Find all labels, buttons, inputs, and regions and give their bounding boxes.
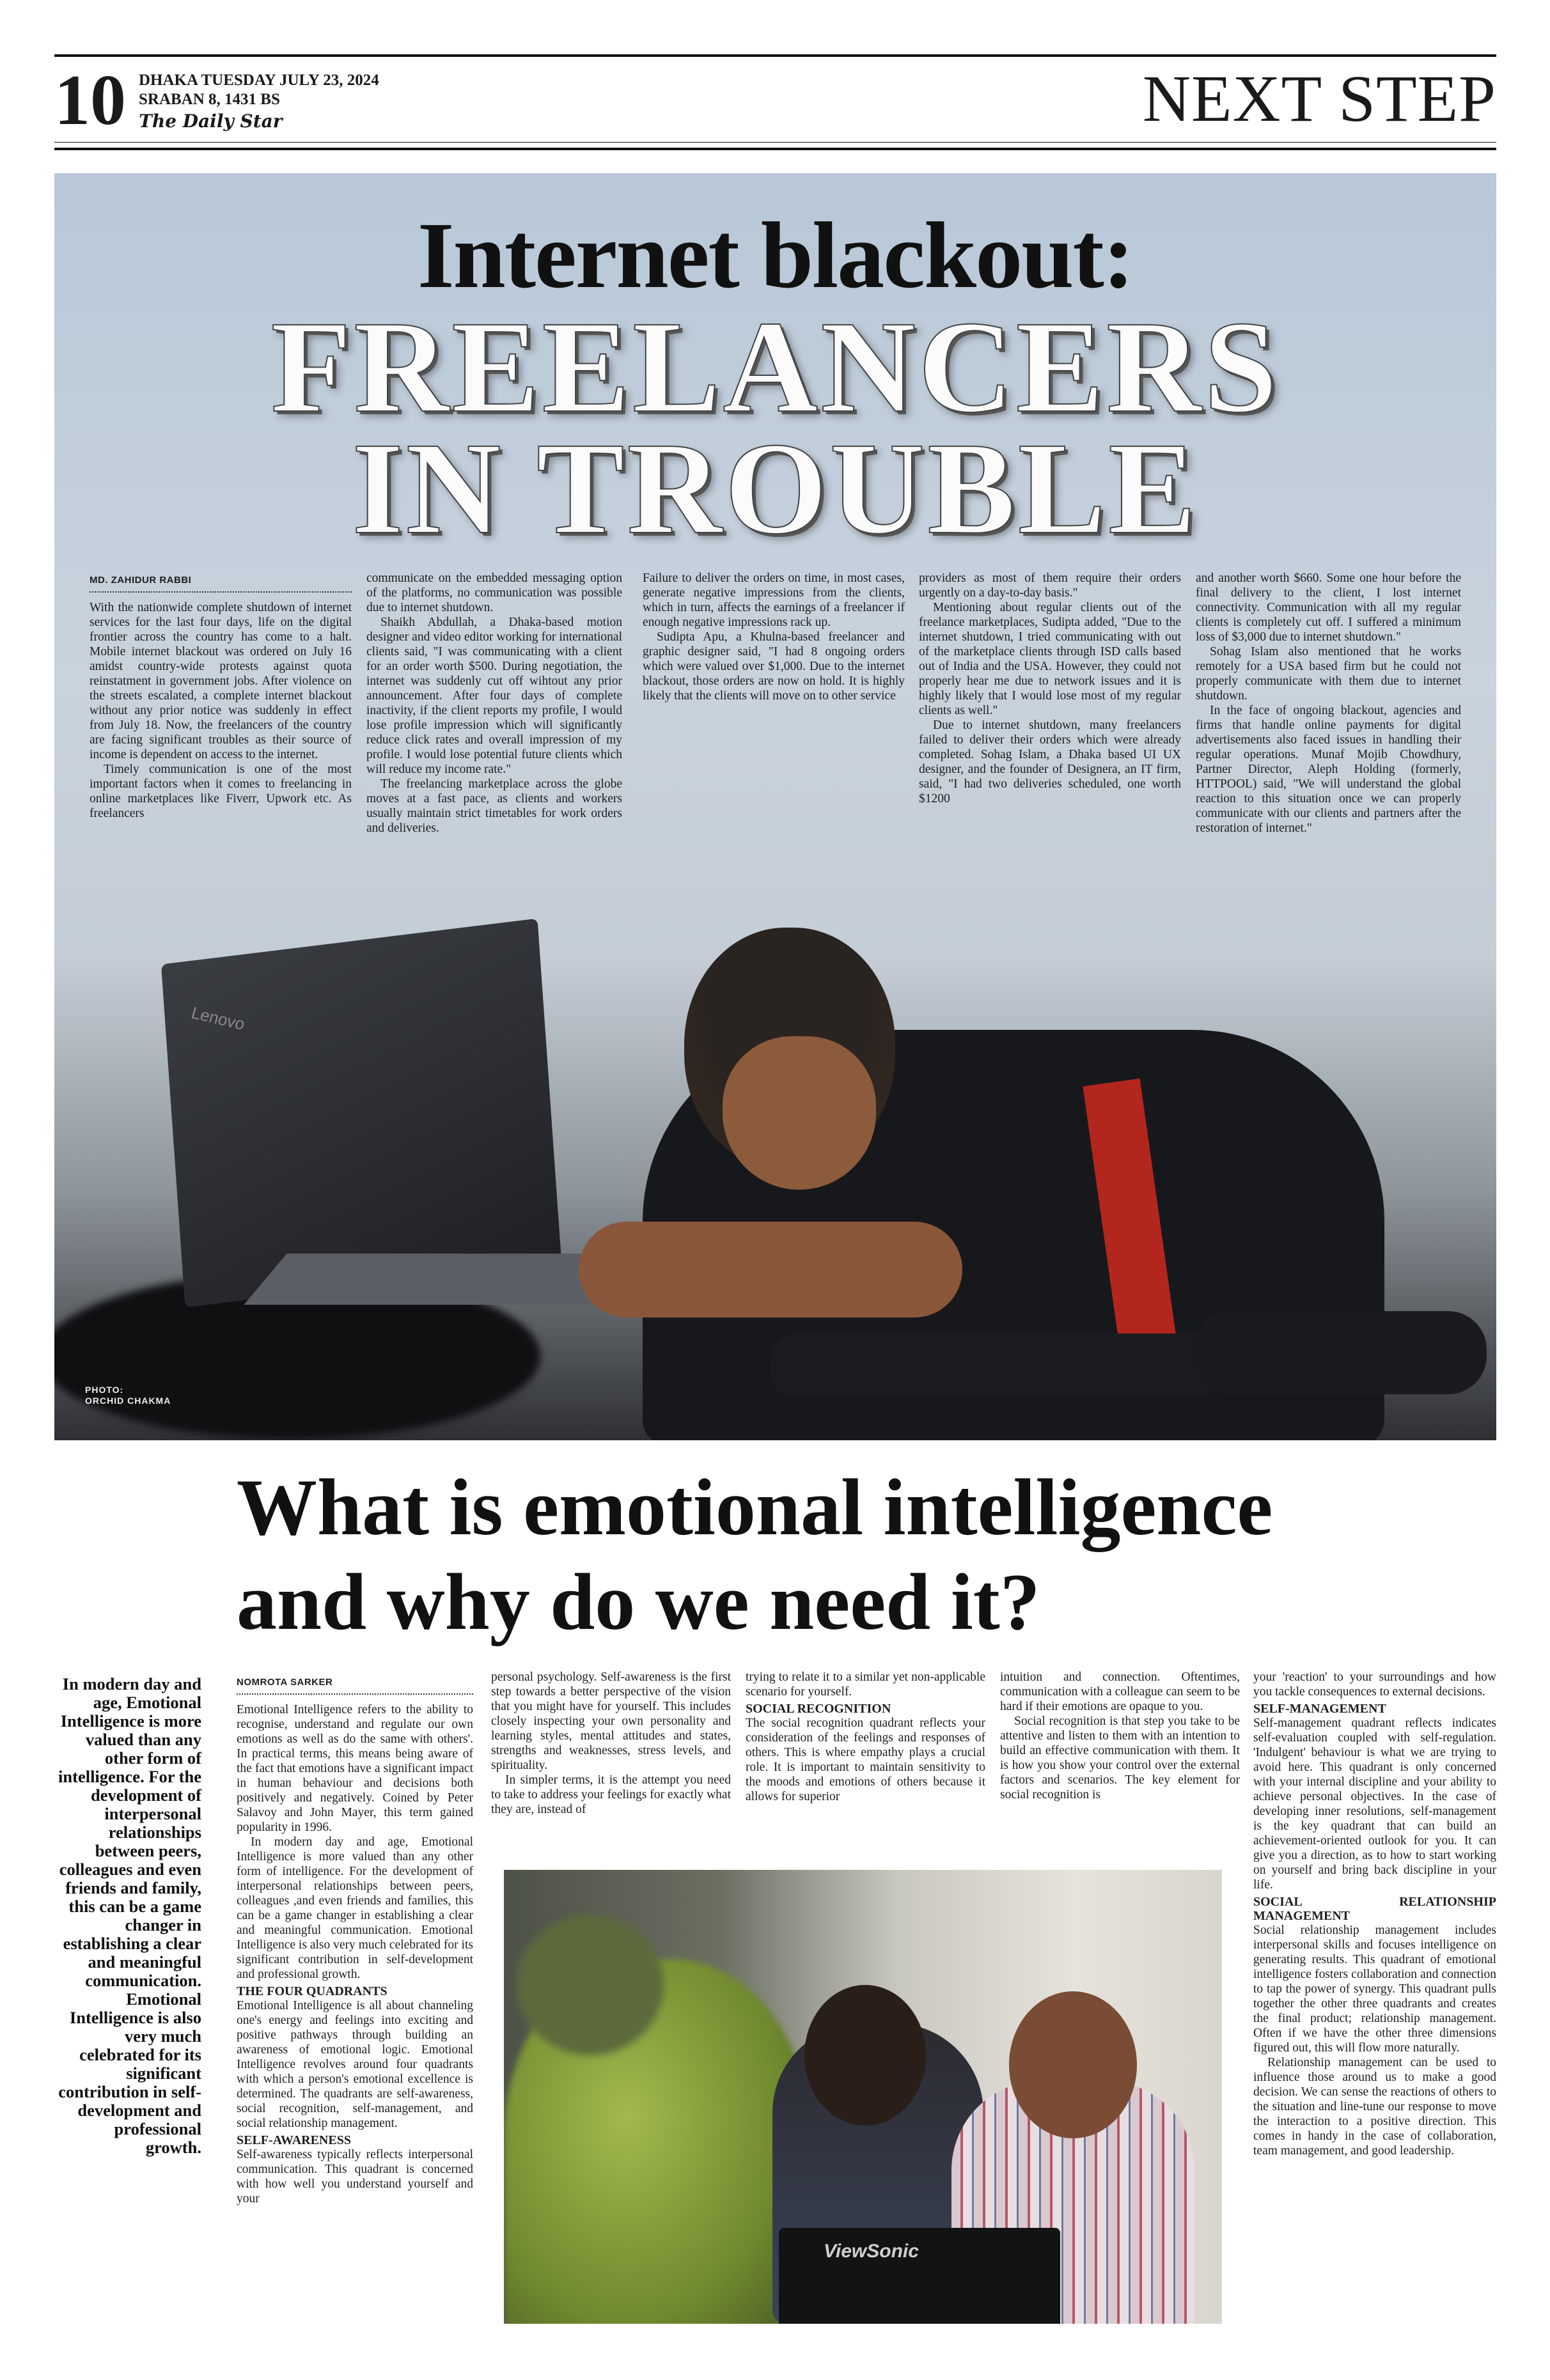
paragraph: Relationship management can be used to influence those around us to make a good decision. We can sense the reactions of others to the situation and line-tune our response to move the interaction to a positive direction. This comes in handy in the case of collaboration, team management, and good leadership.: [1253, 2056, 1496, 2158]
paragraph: Sohag Islam also mentioned that he works remotely for a USA based firm but he could not properly communicate with them due to internet shutdown.: [1196, 645, 1461, 703]
feature-column-5: [1196, 571, 1461, 836]
paragraph: communicate on the embedded messaging option of the platforms, no communication was possible due to internet shutdown.: [366, 572, 622, 614]
paper-logo: The Daily Star: [139, 111, 283, 132]
paragraph: personal psychology. Self-awareness is the first step towards a better perspective of the vision that you might have for yourself. This includes closely inspecting your own personality and learning styles, mental attitudes and states, strengths and weaknesses, stress levels, and spirituality.: [491, 1670, 731, 1772]
paragraph: In the face of ongoing blackout, agencies and firms that handle online payments for digital advertisements also faced issues in handling their regular operations. Munaf Mojib Chowdhury, Partner Director, Aleph Holding (formerly, HTTPOOL) said, "We will understand the global reaction to this situation once we can properly communicate with our clients and partners after the restoration of internet.": [1196, 704, 1461, 835]
paragraph: Shaikh Abdullah, a Dhaka-based motion designer and video editor working for international clients said, "I was communicating with a client for an order worth $500. During negotiation, the internet was suddenly cut off wihtout any prior announcement. After four days of complete inactivity, if the client reports my profile, I would lose profile impression which will significantly reduce click rates and overall impression of my profile. I would lose potential future clients which will reduce my income rate.": [366, 616, 622, 776]
article-column-5: [1253, 1670, 1496, 2158]
dateline: [139, 71, 379, 109]
paragraph: Social relationship management includes interpersonal skills and focuses intelligence on generating results. This quadrant of emotional intelligence fosters collaboration and connection to tap the power of synergy. This quadrant pulls together the other three quadrants and creates the final product; relationship management. Often if we have the other three dimensions figured out, this will flow more naturally.: [1253, 1924, 1496, 2055]
article-photo: [504, 1870, 1222, 2324]
subheading: SOCIAL RECOGNITION: [746, 1702, 891, 1716]
paragraph: your 'reaction' to your surroundings and how you tackle consequences to external decisions.: [1253, 1670, 1496, 1699]
paragraph: With the nationwide complete shutdown of internet services for the last four days, life on the digital frontier across the country has come to a halt. Mobile internet blackout was ordered on July 16 amidst country-wide protests against quota reinstatment in government jobs. After violence on the streets escalated, a complete internet blackout without any prior notice was suddenly in effect from July 18. Now, the freelancers of the country are facing significant troubles as their source of income is dependent on access to the internet.: [90, 601, 352, 761]
paragraph: intuition and connection. Oftentimes, communication with a colleague can seem to be hard if their emotions are opaque to you.: [1000, 1670, 1240, 1713]
article-column-1: [237, 1675, 473, 2206]
paragraph: The social recognition quadrant reflects your consideration of the feelings and responses of others. This is where empathy plays a crucial role. It is important to maintain sensitivity to the moods and emotions of others because it allows for superior: [746, 1716, 985, 1803]
monitor-brand: ViewSonic: [824, 2241, 919, 2262]
paragraph: Mentioning about regular clients out of the freelance marketplaces, Sudipta added, "Due to the internet shutdown, I tried communicating with out of the marketplace clients through ISD calls based out of India and the USA. However, they could not properly hear me due to network issues and it is highly likely that I would lose most of my regular clients as well.": [919, 601, 1181, 717]
desk-object: [771, 1334, 1218, 1397]
laptop-brand: Lenovo: [189, 1002, 247, 1034]
feature-column-2: [366, 571, 622, 836]
title-line-2: and why do we need it?: [237, 1558, 1040, 1647]
article-column-3: [746, 1670, 985, 1804]
figurine-head-blur: [517, 1915, 664, 2055]
photo-credit-label: PHOTO:: [85, 1385, 124, 1395]
desk-object: [1193, 1311, 1487, 1394]
paragraph: The freelancing marketplace across the globe moves at a fast pace, as clients and workers usually maintain strict timetables for work orders and deliveries.: [366, 777, 622, 835]
photo-credit: [85, 1385, 171, 1406]
article-title: [237, 1461, 1496, 1650]
person-face: [723, 1036, 876, 1190]
feature-article-internet-blackout: [54, 173, 1496, 1440]
laptop-photo-element: [161, 919, 561, 1308]
subheading: SELF-MANAGEMENT: [1253, 1702, 1386, 1716]
date-line: DHAKA TUESDAY JULY 23, 2024: [139, 72, 379, 89]
article-column-2: [491, 1670, 731, 1817]
paragraph: Self-management quadrant reflects indicates self-evaluation coupled with self-regulation. 'Indulgent' behaviour is what we are trying to avoid here. This quadrant is only concerned with your internal discipline and your ability to achieve personal objectives. In the case of developing inner resolutions, self-management is the key quadrant that can build an achievement-oriented outlook for you. It can give you a direction, as to how to start working on yourself and bring back discipline in your life.: [1253, 1716, 1496, 1892]
paragraph: Due to internet shutdown, many freelancers failed to deliver their orders which were already completed. Sohag Islam, a Dhaka based UI UX designer, and the founder of Designera, an IT firm, said, "I had two deliveries scheduled, one worth $1200: [919, 719, 1181, 805]
feature-column-4: [919, 571, 1181, 806]
byline: MD. ZAHIDUR RABBI: [90, 573, 352, 593]
pull-quote: In modern day and age, Emotional Intelligence is more valued than any other form of intelligence. For the development of interpersonal relationships between peers, colleagues and even friends and family, this can be a game changer in establishing a clear and meaningful communication. Emotional Intelligence is also very much celebrated for its significant contribution in self-development and professional growth.: [58, 1674, 201, 2157]
paragraph: Self-awareness typically reflects interpersonal communication. This quadrant is concerned with how well you understand yourself and your: [237, 2148, 473, 2205]
feature-column-3: [643, 571, 905, 703]
paragraph: Timely communication is one of the most important factors when it comes to freelancing in online marketplaces like Fiverr, Upwork etc. As freelancers: [90, 763, 352, 820]
byline: NOMROTA SARKER: [237, 1675, 473, 1695]
paragraph: Emotional Intelligence is all about channeling one's energy and feelings into exciting and positive pathways through building an awareness of emotional logic. Emotional Intelligence revolves around four quadrants with which a person's emotional excellence is determined. The quadrants are self-awareness, social recognition, self-management, and social relationship management.: [237, 1999, 473, 2130]
person-right-head: [1009, 1991, 1137, 2138]
page-number: 10: [54, 61, 126, 140]
paragraph: trying to relate it to a similar yet non-applicable scenario for yourself.: [746, 1670, 985, 1699]
section-title: NEXT STEP: [1142, 62, 1496, 136]
article-column-4: [1000, 1670, 1240, 1802]
monitor: [779, 2228, 1060, 2324]
person-arms: [579, 1222, 962, 1318]
masthead: [54, 54, 1496, 150]
paragraph: and another worth $660. Some one hour before the final delivery to the client, I lost internet connectivity. Communication with all my regular clients is completely cut off. I suffered a minimum loss of $3,000 due to internet shutdown.": [1196, 572, 1461, 644]
subheading: THE FOUR QUADRANTS: [237, 1984, 388, 1998]
paragraph: Emotional Intelligence refers to the ability to recognise, understand and regulate our own emotions as well as do the same with others'. In practical terms, this means being aware of the fact that emotions have a significant impact in human behaviour and decisions both positively and negatively. Coined by Peter Salavoy and John Mayer, this term gained popularity in 1996.: [237, 1703, 473, 1834]
paragraph: In modern day and age, Emotional Intelligence is more valued than any other form of intelligence. For the development of interpersonal relationships between peers, colleagues ,and even friends and families, this can be a game changer in establishing a clear and meaningful communication. Emotional Intelligence is also very much celebrated for its significant contribution in self-development and professional growth.: [237, 1835, 473, 1981]
subheading: SELF-AWARENESS: [237, 2133, 351, 2147]
paragraph: Failure to deliver the orders on time, in most cases, generate negative impressions from the clients, which in turn, affects the earnings of a freelancer if enough negative impressions rack up.: [643, 572, 905, 629]
person-left-head: [804, 1985, 926, 2126]
headline-line-2: IN TROUBLE: [352, 415, 1199, 561]
photo-credit-name: ORCHID CHAKMA: [85, 1396, 171, 1406]
headline-line-1: FREELANCERS: [270, 293, 1280, 440]
title-line-1: What is emotional intelligence: [237, 1463, 1273, 1552]
paragraph: providers as most of them require their orders urgently on a day-to-day basis.": [919, 572, 1181, 600]
bengali-date: SRABAN 8, 1431 BS: [139, 91, 280, 108]
feature-column-1: [90, 573, 352, 821]
paragraph: Sudipta Apu, a Khulna-based freelancer and graphic designer said, "I had 8 ongoing orders which were valued over $1,000. Due to the internet blackout, those orders are now on hold. It is highly likely that the clients will move on to other service: [643, 630, 905, 703]
headline-kicker: Internet blackout:: [417, 203, 1134, 308]
paragraph: In simpler terms, it is the attempt you need to take to address your feelings for exactly what they are, instead of: [491, 1773, 731, 1816]
paragraph: Social recognition is that step you take to be attentive and listen to them with an intention to build an effective communication with them. It is how you show your control over the external factors and scenarios. The key element for social recognition is: [1000, 1715, 1240, 1801]
subheading: SOCIAL RELATIONSHIP MANAGEMENT: [1253, 1895, 1496, 1923]
